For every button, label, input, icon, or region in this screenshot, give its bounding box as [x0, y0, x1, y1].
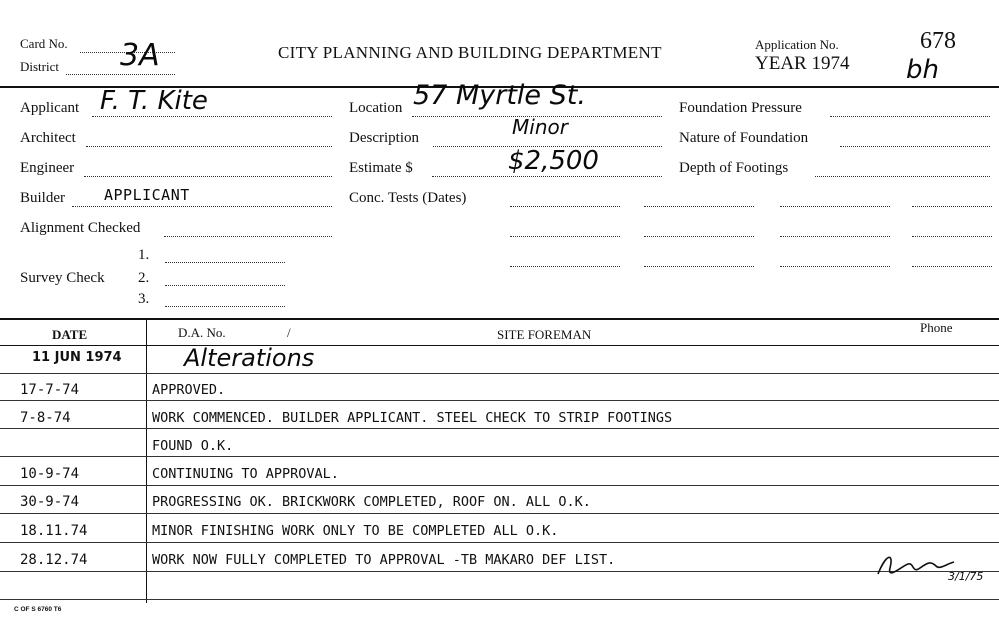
conc-line-c3 — [780, 266, 890, 267]
row-date: 10-9-74 — [20, 466, 80, 482]
engineer-label: Engineer — [20, 160, 75, 176]
depth-of-footings-line — [815, 176, 990, 177]
signature-date: 3/1/75 — [948, 570, 984, 583]
col-da-header: D.A. No. — [178, 325, 226, 340]
row-entry: Alterations — [184, 344, 315, 372]
depth-of-footings-label: Depth of Footings — [679, 160, 789, 176]
survey-3-line — [165, 306, 285, 307]
engineer-line — [84, 176, 332, 177]
row-date: 18.11.74 — [20, 523, 88, 539]
architect-label: Architect — [20, 130, 76, 146]
alignment-line — [164, 236, 332, 237]
nature-of-foundation-label: Nature of Foundation — [679, 130, 809, 146]
conc-line-b3 — [780, 236, 890, 237]
table-row-line — [0, 428, 999, 429]
application-no-label: Application No. — [755, 37, 839, 52]
row-entry: FOUND O.K. — [152, 438, 234, 454]
foundation-pressure-line — [830, 116, 990, 117]
row-entry: MINOR FINISHING WORK ONLY TO BE COMPLETED ALL O.K. — [152, 523, 559, 539]
foundation-pressure-label: Foundation Pressure — [679, 100, 802, 116]
survey-2-line — [165, 285, 285, 286]
applicant-line — [92, 116, 332, 117]
survey-1: 1. — [138, 247, 150, 263]
conc-line-b2 — [644, 236, 754, 237]
department-title: CITY PLANNING AND BUILDING DEPARTMENT — [278, 43, 662, 62]
architect-line — [86, 146, 332, 147]
table-row-line — [0, 373, 999, 374]
conc-line-b4 — [912, 236, 992, 237]
table-row-line — [0, 513, 999, 514]
conc-line-a2 — [644, 206, 754, 207]
conc-line-c4 — [912, 266, 992, 267]
alignment-label: Alignment Checked — [20, 220, 141, 236]
table-row-line — [0, 542, 999, 543]
location-value: 57 Myrtle St. — [413, 80, 586, 111]
survey-label: Survey Check — [20, 270, 105, 286]
row-date: 11 JUN 1974 — [32, 350, 122, 365]
row-date: 28.12.74 — [20, 552, 88, 568]
row-date: 7-8-74 — [20, 410, 71, 426]
builder-line — [72, 206, 332, 207]
description-label: Description — [349, 130, 419, 146]
col-phone-header: Phone — [920, 320, 953, 335]
row-entry: CONTINUING TO APPROVAL. — [152, 466, 339, 482]
row-entry: WORK NOW FULLY COMPLETED TO APPROVAL -TB MAKARO DEF LIST. — [152, 552, 616, 568]
conc-line-a3 — [780, 206, 890, 207]
district-label: District — [20, 59, 59, 74]
estimate-line — [432, 176, 662, 177]
card-no-label: Card No. — [20, 36, 68, 51]
conc-line-b1 — [510, 236, 620, 237]
conc-tests-label: Conc. Tests (Dates) — [349, 190, 467, 206]
location-label: Location — [349, 100, 403, 116]
date-column-divider — [146, 318, 147, 603]
row-entry: APPROVED. — [152, 382, 226, 398]
row-date: 17-7-74 — [20, 382, 80, 398]
table-top-border — [0, 318, 999, 320]
application-scrawl: bh — [906, 55, 939, 85]
col-date-header: DATE — [52, 327, 88, 342]
table-header-rule — [0, 345, 999, 346]
form-code: C OF S 6760 T6 — [14, 606, 62, 613]
applicant-label: Applicant — [20, 100, 80, 116]
applicant-value: F. T. Kite — [100, 86, 208, 116]
survey-2: 2. — [138, 270, 150, 286]
estimate-value: $2,500 — [508, 146, 599, 176]
conc-line-a1 — [510, 206, 620, 207]
table-row-line — [0, 571, 999, 572]
district-line — [66, 74, 175, 75]
table-row-line — [0, 456, 999, 457]
table-row-line — [0, 485, 999, 486]
builder-value: APPLICANT — [104, 186, 190, 204]
survey-1-line — [165, 262, 285, 263]
conc-line-a4 — [912, 206, 992, 207]
description-value: Minor — [512, 115, 568, 139]
row-date: 30-9-74 — [20, 494, 80, 510]
application-no-value: 678 — [920, 28, 956, 54]
col-da-slash: / — [287, 325, 291, 340]
conc-line-c1 — [510, 266, 620, 267]
table-row-line — [0, 599, 999, 600]
row-entry: PROGRESSING OK. BRICKWORK COMPLETED, ROOF ON. ALL O.K. — [152, 494, 591, 510]
estimate-label: Estimate $ — [349, 160, 413, 176]
conc-line-c2 — [644, 266, 754, 267]
row-entry: WORK COMMENCED. BUILDER APPLICANT. STEEL CHECK TO STRIP FOOTINGS — [152, 410, 673, 426]
survey-3: 3. — [138, 291, 150, 307]
table-row-line — [0, 400, 999, 401]
nature-of-foundation-line — [840, 146, 990, 147]
col-foreman-header: SITE FOREMAN — [497, 327, 592, 342]
card-no-value: 3A — [120, 38, 160, 73]
builder-label: Builder — [20, 190, 65, 206]
year-label: YEAR 1974 — [755, 53, 850, 74]
